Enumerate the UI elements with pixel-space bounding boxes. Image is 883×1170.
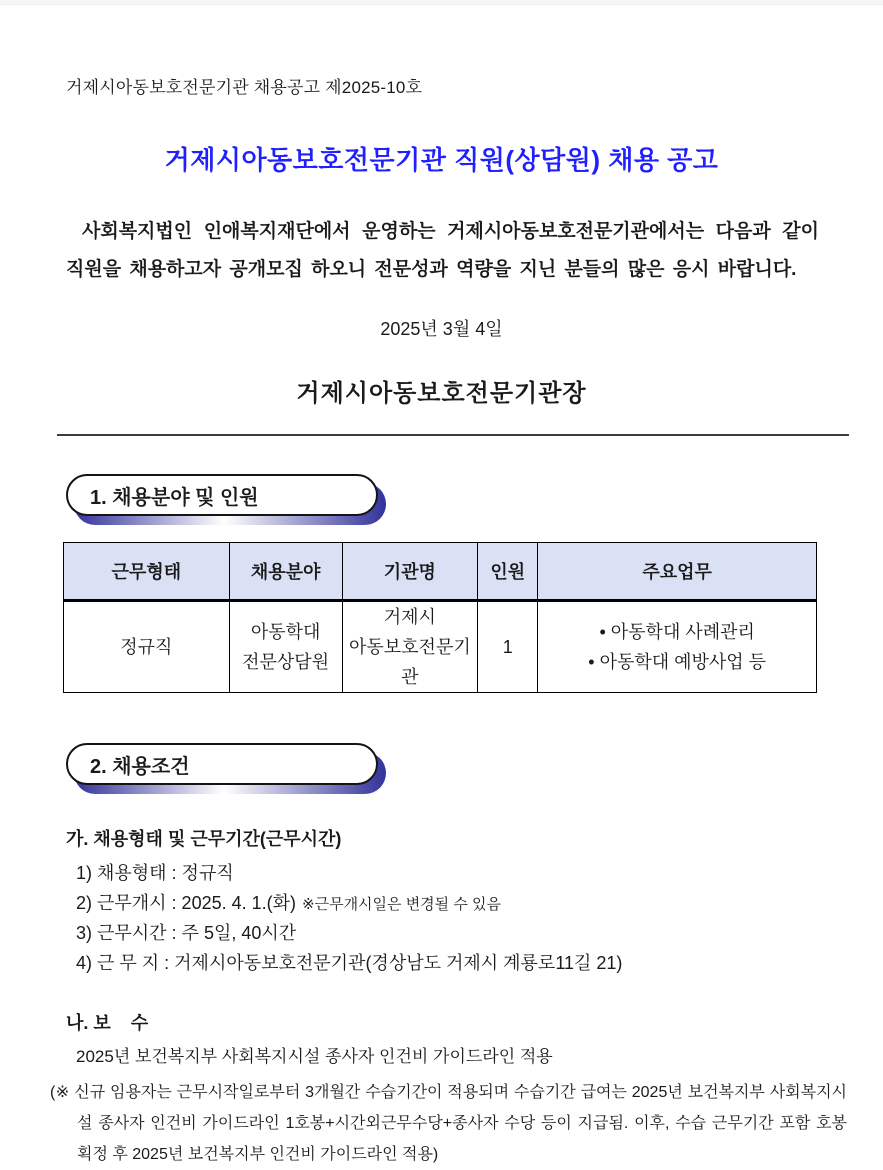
sub-heading-b: 나. 보 수 (66, 1013, 149, 1033)
header-duties: 주요업무 (538, 543, 817, 601)
list-item (76, 949, 883, 979)
list-item (76, 859, 883, 889)
cell-org (342, 601, 478, 693)
item-text: 1) 채용형태 : 정규직 (76, 863, 234, 883)
page-top-edge (0, 0, 883, 5)
cell-work-type: 정규직 (64, 601, 230, 693)
section1-heading (66, 474, 378, 516)
sub-heading-a: 가. 채용형태 및 근무기간(근무시간) (66, 829, 342, 849)
doc-number: 거제시아동보호전문기관 채용공고 제2025-10호 (66, 78, 423, 97)
pay-guideline-line: 2025년 보건복지부 사회복지시설 종사자 인건비 가이드라인 적용 (76, 1047, 553, 1066)
intro-paragraph: 사회복지법인 인애복지재단에서 운영하는 거제시아동보호전문기관에서는 다음과 같이 직원을 채용하고자 공개모집 하오니 전문성과 역량을 지닌 분들의 많은 응시 바랍니다. (66, 221, 819, 280)
section2-heading (66, 743, 378, 785)
cell-org-line1: 거제시 (383, 607, 436, 627)
item-note: ※근무개시일은 변경될 수 있음 (302, 896, 501, 913)
section2-heading-label: 2. 채용조건 (90, 755, 190, 778)
cell-field-line2: 전문상담원 (242, 652, 330, 672)
duty-item: • 아동학대 사례관리 (538, 617, 816, 647)
table-header-row (64, 543, 817, 601)
cell-org-line2: 아동보호전문기관 (349, 637, 471, 687)
cell-field-line1: 아동학대 (250, 622, 321, 642)
header-work-type: 근무형태 (64, 543, 230, 601)
page-title: 거제시아동보호전문기관 직원(상담원) 채용 공고 (164, 145, 719, 175)
header-org: 기관명 (342, 543, 478, 601)
section1-heading-pill (66, 474, 378, 526)
cell-count: 1 (478, 601, 538, 693)
employment-items (76, 859, 883, 979)
cell-duties (538, 601, 817, 693)
list-item (76, 889, 883, 919)
signature-line: 거제시아동보호전문기관장 (296, 380, 587, 407)
pay-note-paragraph: (※ 신규 임용자는 근무시작일로부터 3개월간 수습기간이 적용되며 수습기간 급여는 2025년 보건복지부 사회복지시설 종사자 인건비 가이드라인 1호봉+시간외근무수당+종사자 수당 등이 지급됨. 이후, 수습 근무기간 포함 호봉 획정 후 2025년 보건복지부 인건비 가이드라인 적용) (50, 1084, 847, 1163)
item-text: 3) 근무시간 : 주 5일, 40시간 (76, 923, 297, 943)
section1-heading-label: 1. 채용분야 및 인원 (90, 486, 259, 509)
recruitment-table (63, 542, 817, 693)
duty-item: • 아동학대 예방사업 등 (538, 647, 816, 677)
item-text: 4) 근 무 지 : 거제시아동보호전문기관(경상남도 거제시 계룡로11길 21) (76, 953, 623, 973)
header-field: 채용분야 (229, 543, 342, 601)
list-item (76, 919, 883, 949)
section2-heading-pill (66, 743, 378, 795)
horizontal-rule (57, 434, 849, 436)
header-count: 인원 (478, 543, 538, 601)
item-text: 2) 근무개시 : 2025. 4. 1.(화) (76, 893, 297, 913)
table-row (64, 601, 817, 693)
announcement-date: 2025년 3월 4일 (380, 319, 503, 339)
cell-field (229, 601, 342, 693)
